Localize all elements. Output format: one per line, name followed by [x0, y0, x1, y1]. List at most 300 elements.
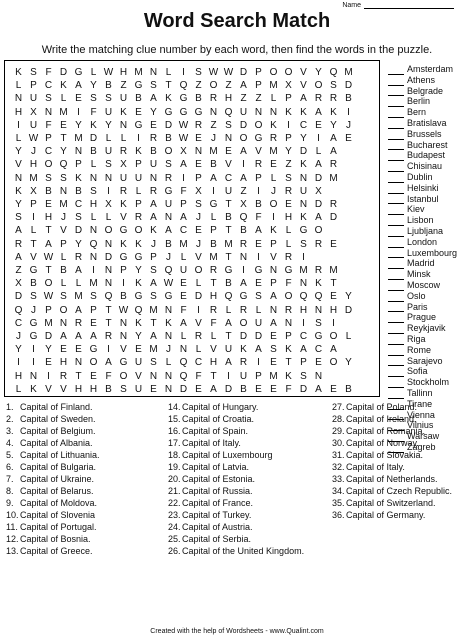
grid-letter[interactable]: Z [240, 93, 247, 105]
grid-letter[interactable]: V [210, 344, 217, 356]
grid-letter[interactable]: B [240, 225, 247, 237]
grid-letter[interactable]: D [44, 331, 53, 342]
grid-letter[interactable]: H [299, 304, 308, 316]
grid-letter[interactable]: K [30, 383, 37, 395]
grid-letter[interactable]: H [14, 106, 23, 118]
grid-letter[interactable]: G [254, 265, 263, 276]
grid-letter[interactable]: I [107, 344, 110, 356]
grid-letter[interactable]: T [75, 370, 82, 382]
grid-letter[interactable]: V [195, 317, 202, 329]
grid-letter[interactable]: E [330, 383, 337, 395]
grid-letter[interactable]: B [225, 278, 232, 290]
grid-letter[interactable]: Y [15, 344, 22, 356]
grid-letter[interactable]: A [90, 331, 97, 342]
grid-letter[interactable]: E [60, 119, 67, 131]
grid-letter[interactable]: P [150, 251, 157, 263]
grid-letter[interactable]: Q [14, 304, 23, 316]
grid-letter[interactable]: L [165, 357, 172, 369]
grid-letter[interactable]: T [285, 357, 292, 369]
grid-letter[interactable]: W [28, 133, 39, 144]
grid-letter[interactable]: S [150, 80, 157, 92]
grid-letter[interactable]: B [90, 146, 97, 158]
grid-letter[interactable]: P [30, 199, 37, 210]
answer-blank[interactable] [388, 131, 404, 140]
grid-letter[interactable]: N [104, 265, 113, 276]
grid-letter[interactable]: G [164, 185, 173, 197]
grid-letter[interactable]: N [104, 172, 113, 184]
grid-letter[interactable]: S [165, 159, 172, 171]
grid-letter[interactable]: K [270, 119, 277, 131]
grid-letter[interactable]: E [285, 199, 292, 210]
grid-letter[interactable]: Z [240, 185, 247, 197]
grid-letter[interactable]: R [134, 212, 143, 224]
grid-letter[interactable]: K [300, 159, 307, 171]
grid-letter[interactable]: V [120, 344, 127, 356]
grid-letter[interactable]: E [60, 344, 67, 356]
grid-letter[interactable]: L [285, 225, 292, 237]
name-line[interactable] [364, 2, 454, 9]
grid-letter[interactable]: V [300, 80, 307, 92]
grid-letter[interactable]: O [329, 357, 338, 369]
grid-letter[interactable]: I [77, 106, 80, 118]
grid-letter[interactable]: U [119, 93, 128, 105]
grid-letter[interactable]: W [223, 67, 234, 78]
grid-letter[interactable]: D [344, 304, 353, 316]
grid-letter[interactable]: R [329, 159, 338, 171]
grid-letter[interactable]: O [269, 199, 278, 210]
grid-letter[interactable]: N [89, 251, 98, 263]
grid-letter[interactable]: I [122, 278, 125, 290]
grid-letter[interactable]: K [315, 278, 322, 290]
grid-letter[interactable]: N [59, 185, 68, 197]
grid-letter[interactable]: C [44, 146, 53, 158]
grid-letter[interactable]: I [32, 344, 35, 356]
grid-letter[interactable]: U [164, 199, 173, 210]
grid-letter[interactable]: J [346, 119, 351, 131]
grid-letter[interactable]: D [314, 172, 323, 184]
grid-letter[interactable]: N [269, 265, 278, 276]
grid-letter[interactable]: W [208, 67, 219, 78]
grid-letter[interactable]: J [166, 344, 171, 356]
grid-letter[interactable]: T [210, 278, 217, 290]
grid-letter[interactable]: G [284, 265, 293, 276]
grid-letter[interactable]: F [180, 304, 187, 316]
grid-letter[interactable]: I [272, 212, 275, 224]
grid-letter[interactable]: O [104, 225, 113, 237]
grid-letter[interactable]: G [119, 357, 128, 369]
grid-letter[interactable]: K [75, 172, 82, 184]
grid-letter[interactable]: G [239, 291, 248, 303]
grid-letter[interactable]: R [239, 357, 248, 369]
grid-letter[interactable]: F [195, 370, 202, 382]
grid-letter[interactable]: V [195, 251, 202, 263]
grid-letter[interactable]: I [287, 119, 290, 131]
grid-letter[interactable]: A [210, 383, 217, 395]
grid-letter[interactable]: O [314, 225, 323, 237]
grid-letter[interactable]: N [314, 304, 323, 316]
answer-blank[interactable] [388, 271, 404, 280]
grid-letter[interactable]: E [345, 133, 352, 144]
grid-letter[interactable]: U [104, 106, 113, 118]
grid-letter[interactable]: J [196, 238, 201, 250]
grid-letter[interactable]: K [285, 370, 292, 382]
grid-letter[interactable]: L [60, 278, 67, 290]
grid-letter[interactable]: I [302, 251, 305, 263]
grid-letter[interactable]: L [270, 172, 277, 184]
grid-letter[interactable]: K [135, 146, 142, 158]
grid-letter[interactable]: S [300, 370, 307, 382]
grid-letter[interactable]: M [29, 172, 38, 184]
grid-letter[interactable]: S [60, 172, 67, 184]
grid-letter[interactable]: L [135, 185, 142, 197]
grid-letter[interactable]: N [14, 93, 23, 105]
grid-letter[interactable]: M [209, 251, 218, 263]
grid-letter[interactable]: X [315, 185, 322, 197]
grid-letter[interactable]: O [209, 80, 218, 92]
grid-letter[interactable]: J [211, 133, 216, 144]
grid-letter[interactable]: K [330, 106, 337, 118]
grid-letter[interactable]: K [300, 106, 307, 118]
grid-letter[interactable]: N [74, 357, 83, 369]
grid-letter[interactable]: V [300, 67, 307, 78]
grid-letter[interactable]: O [239, 133, 248, 144]
grid-letter[interactable]: P [210, 225, 217, 237]
grid-letter[interactable]: A [105, 357, 112, 369]
grid-letter[interactable]: W [178, 133, 189, 144]
grid-letter[interactable]: P [270, 278, 277, 290]
grid-letter[interactable]: Y [105, 119, 112, 131]
grid-letter[interactable]: D [239, 67, 248, 78]
answer-blank[interactable] [388, 109, 404, 118]
grid-letter[interactable]: P [255, 80, 262, 92]
grid-letter[interactable]: N [119, 317, 128, 329]
grid-letter[interactable]: I [317, 133, 320, 144]
grid-letter[interactable]: A [75, 304, 82, 316]
grid-letter[interactable]: H [119, 67, 128, 78]
grid-letter[interactable]: X [285, 80, 292, 92]
grid-letter[interactable]: B [345, 93, 352, 105]
grid-letter[interactable]: G [134, 291, 143, 303]
grid-letter[interactable]: N [239, 251, 248, 263]
grid-letter[interactable]: A [75, 265, 82, 276]
grid-letter[interactable]: C [194, 357, 203, 369]
grid-letter[interactable]: U [299, 185, 308, 197]
grid-letter[interactable]: B [45, 185, 52, 197]
grid-letter[interactable]: I [212, 185, 215, 197]
grid-letter[interactable]: A [240, 146, 247, 158]
grid-letter[interactable]: Z [120, 80, 127, 92]
grid-letter[interactable]: O [239, 317, 248, 329]
grid-letter[interactable]: A [225, 357, 232, 369]
grid-letter[interactable]: R [329, 199, 338, 210]
grid-letter[interactable]: G [134, 251, 143, 263]
grid-letter[interactable]: E [45, 199, 52, 210]
grid-letter[interactable]: E [195, 383, 202, 395]
grid-letter[interactable]: G [119, 225, 128, 237]
grid-letter[interactable]: H [284, 212, 293, 224]
grid-letter[interactable]: A [225, 317, 232, 329]
grid-letter[interactable]: K [120, 106, 127, 118]
grid-letter[interactable]: R [314, 265, 323, 276]
grid-letter[interactable]: L [90, 212, 97, 224]
grid-letter[interactable]: E [225, 146, 232, 158]
grid-letter[interactable]: T [60, 133, 67, 144]
grid-letter[interactable]: K [135, 238, 142, 250]
grid-letter[interactable]: M [269, 80, 278, 92]
grid-letter[interactable]: D [239, 331, 248, 342]
grid-letter[interactable]: V [135, 370, 142, 382]
grid-letter[interactable]: O [134, 225, 143, 237]
grid-letter[interactable]: G [29, 265, 38, 276]
grid-letter[interactable]: D [179, 383, 188, 395]
grid-letter[interactable]: T [105, 317, 112, 329]
grid-letter[interactable]: E [330, 238, 337, 250]
grid-letter[interactable]: A [270, 291, 277, 303]
grid-letter[interactable]: Q [314, 291, 323, 303]
grid-letter[interactable]: K [135, 278, 142, 290]
grid-letter[interactable]: G [194, 106, 203, 118]
grid-letter[interactable]: Y [330, 119, 337, 131]
grid-letter[interactable]: S [105, 93, 112, 105]
grid-letter[interactable]: D [164, 119, 173, 131]
grid-letter[interactable]: A [240, 80, 247, 92]
grid-letter[interactable]: A [330, 133, 337, 144]
grid-letter[interactable]: J [151, 238, 156, 250]
grid-letter[interactable]: M [344, 67, 353, 78]
grid-letter[interactable]: J [196, 212, 201, 224]
grid-letter[interactable]: R [194, 331, 203, 342]
grid-letter[interactable]: O [254, 119, 263, 131]
grid-letter[interactable]: S [255, 291, 262, 303]
grid-letter[interactable]: R [239, 238, 248, 250]
grid-letter[interactable]: C [299, 119, 308, 131]
grid-letter[interactable]: P [45, 304, 52, 316]
grid-letter[interactable]: L [270, 93, 277, 105]
grid-letter[interactable]: N [89, 172, 98, 184]
grid-letter[interactable]: B [105, 383, 112, 395]
grid-letter[interactable]: E [255, 383, 262, 395]
grid-letter[interactable]: S [270, 344, 277, 356]
grid-letter[interactable]: K [165, 317, 172, 329]
grid-letter[interactable]: S [120, 383, 127, 395]
grid-letter[interactable]: R [149, 133, 158, 144]
answer-blank[interactable] [388, 314, 404, 323]
grid-letter[interactable]: L [195, 278, 202, 290]
grid-letter[interactable]: E [255, 278, 262, 290]
grid-letter[interactable]: U [179, 265, 188, 276]
grid-letter[interactable]: T [225, 225, 232, 237]
grid-letter[interactable]: L [315, 146, 322, 158]
grid-letter[interactable]: S [90, 185, 97, 197]
grid-letter[interactable]: N [119, 331, 128, 342]
grid-letter[interactable]: I [242, 159, 245, 171]
grid-letter[interactable]: E [330, 291, 337, 303]
grid-letter[interactable]: L [120, 133, 127, 144]
grid-letter[interactable]: F [285, 278, 292, 290]
answer-blank[interactable] [388, 217, 404, 226]
grid-letter[interactable]: V [30, 251, 37, 263]
grid-letter[interactable]: I [302, 317, 305, 329]
grid-letter[interactable]: D [224, 383, 233, 395]
grid-letter[interactable]: O [269, 67, 278, 78]
grid-letter[interactable]: G [119, 251, 128, 263]
grid-letter[interactable]: F [45, 67, 52, 78]
answer-blank[interactable] [388, 336, 404, 345]
grid-letter[interactable]: M [209, 146, 218, 158]
grid-letter[interactable]: G [134, 119, 143, 131]
grid-letter[interactable]: C [14, 317, 23, 329]
grid-letter[interactable]: I [32, 357, 35, 369]
grid-letter[interactable]: M [59, 106, 68, 118]
grid-letter[interactable]: D [14, 291, 23, 303]
grid-letter[interactable]: U [104, 146, 113, 158]
grid-letter[interactable]: Y [135, 265, 142, 276]
grid-letter[interactable]: G [74, 67, 83, 78]
grid-letter[interactable]: N [164, 383, 173, 395]
grid-letter[interactable]: E [180, 291, 187, 303]
grid-letter[interactable]: C [314, 344, 323, 356]
grid-letter[interactable]: S [195, 199, 202, 210]
grid-letter[interactable]: P [255, 67, 262, 78]
grid-letter[interactable]: A [15, 225, 22, 237]
answer-blank[interactable] [388, 174, 404, 183]
grid-letter[interactable]: O [164, 146, 173, 158]
grid-letter[interactable]: A [180, 317, 187, 329]
answer-blank[interactable] [388, 357, 404, 366]
answer-blank[interactable] [388, 368, 404, 377]
grid-letter[interactable]: L [90, 67, 97, 78]
grid-letter[interactable]: S [315, 317, 322, 329]
grid-letter[interactable]: E [270, 357, 277, 369]
grid-letter[interactable]: R [194, 119, 203, 131]
grid-letter[interactable]: P [30, 80, 37, 92]
grid-letter[interactable]: F [45, 119, 52, 131]
grid-letter[interactable]: B [105, 80, 112, 92]
grid-letter[interactable]: S [90, 291, 97, 303]
grid-letter[interactable]: Y [150, 106, 157, 118]
grid-letter[interactable]: K [60, 80, 67, 92]
grid-letter[interactable]: M [134, 67, 143, 78]
grid-letter[interactable]: I [17, 357, 20, 369]
grid-letter[interactable]: J [16, 331, 21, 342]
answer-blank[interactable] [388, 260, 404, 269]
grid-letter[interactable]: Y [135, 331, 142, 342]
grid-letter[interactable]: C [44, 80, 53, 92]
grid-letter[interactable]: E [195, 159, 202, 171]
grid-letter[interactable]: N [164, 370, 173, 382]
grid-letter[interactable]: K [165, 93, 172, 105]
grid-letter[interactable]: D [194, 291, 203, 303]
grid-letter[interactable]: A [300, 344, 307, 356]
grid-letter[interactable]: D [344, 80, 353, 92]
grid-letter[interactable]: D [314, 199, 323, 210]
grid-letter[interactable]: T [330, 278, 337, 290]
grid-letter[interactable]: F [210, 317, 217, 329]
grid-letter[interactable]: P [120, 265, 127, 276]
grid-letter[interactable]: R [74, 317, 83, 329]
grid-letter[interactable]: U [254, 317, 263, 329]
answer-blank[interactable] [388, 390, 404, 399]
name-field[interactable] [342, 2, 454, 9]
grid-letter[interactable]: R [104, 331, 113, 342]
grid-letter[interactable]: N [284, 317, 293, 329]
grid-letter[interactable]: I [257, 251, 260, 263]
grid-letter[interactable]: B [240, 383, 247, 395]
grid-letter[interactable]: H [29, 159, 38, 171]
grid-letter[interactable]: P [195, 172, 202, 184]
grid-letter[interactable]: N [59, 317, 68, 329]
grid-letter[interactable]: V [270, 251, 277, 263]
grid-letter[interactable]: R [254, 159, 263, 171]
grid-letter[interactable]: Q [224, 106, 233, 118]
grid-letter[interactable]: B [255, 199, 262, 210]
grid-letter[interactable]: K [15, 67, 22, 78]
grid-letter[interactable]: B [75, 185, 82, 197]
grid-letter[interactable]: A [240, 172, 247, 184]
grid-letter[interactable]: D [299, 383, 308, 395]
grid-letter[interactable]: G [209, 199, 218, 210]
grid-letter[interactable]: R [74, 251, 83, 263]
grid-letter[interactable]: E [315, 119, 322, 131]
grid-letter[interactable]: X [240, 199, 247, 210]
grid-letter[interactable]: R [149, 185, 158, 197]
grid-letter[interactable]: L [180, 331, 187, 342]
grid-letter[interactable]: Y [285, 146, 292, 158]
grid-letter[interactable]: N [14, 172, 23, 184]
grid-letter[interactable]: T [225, 251, 232, 263]
grid-letter[interactable]: X [120, 159, 127, 171]
grid-letter[interactable]: U [134, 172, 143, 184]
answer-blank[interactable] [388, 239, 404, 248]
grid-letter[interactable]: E [150, 383, 157, 395]
grid-letter[interactable]: P [180, 199, 187, 210]
grid-letter[interactable]: J [31, 304, 36, 316]
grid-letter[interactable]: G [134, 80, 143, 92]
grid-letter[interactable]: Y [15, 199, 22, 210]
grid-letter[interactable]: N [74, 146, 83, 158]
grid-letter[interactable]: M [89, 278, 98, 290]
grid-letter[interactable]: H [224, 93, 233, 105]
grid-letter[interactable]: M [149, 344, 158, 356]
grid-letter[interactable]: F [105, 370, 112, 382]
grid-letter[interactable]: T [165, 80, 172, 92]
grid-letter[interactable]: N [44, 106, 53, 118]
answer-blank[interactable] [388, 303, 404, 312]
grid-letter[interactable]: L [255, 304, 262, 316]
grid-letter[interactable]: I [347, 106, 350, 118]
grid-letter[interactable]: G [29, 331, 38, 342]
grid-letter[interactable]: R [284, 251, 293, 263]
grid-letter[interactable]: I [47, 370, 50, 382]
grid-letter[interactable]: A [150, 93, 157, 105]
grid-letter[interactable]: V [45, 383, 52, 395]
grid-letter[interactable]: N [224, 133, 233, 144]
grid-letter[interactable]: N [149, 370, 158, 382]
grid-letter[interactable]: M [329, 172, 338, 184]
grid-letter[interactable]: A [180, 159, 187, 171]
grid-letter[interactable]: M [74, 133, 83, 144]
grid-letter[interactable]: Q [134, 304, 143, 316]
grid-letter[interactable]: D [104, 251, 113, 263]
grid-letter[interactable]: E [270, 331, 277, 342]
grid-letter[interactable]: T [150, 317, 157, 329]
grid-letter[interactable]: Z [255, 93, 262, 105]
grid-letter[interactable]: O [44, 278, 53, 290]
grid-letter[interactable]: R [314, 93, 323, 105]
grid-letter[interactable]: K [120, 199, 127, 210]
grid-letter[interactable]: Z [210, 119, 217, 131]
answer-blank[interactable] [388, 163, 404, 172]
